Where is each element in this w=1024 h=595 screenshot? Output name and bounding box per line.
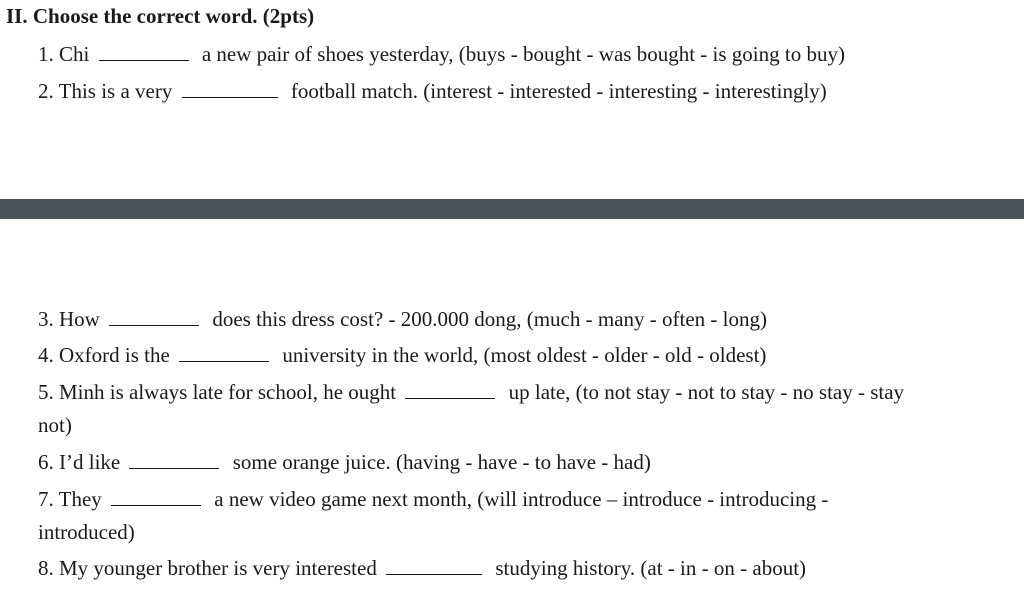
question-number: 2. — [38, 79, 54, 103]
question-5 — [38, 376, 904, 442]
answer-blank[interactable] — [386, 573, 482, 575]
question-text-continued: not) — [38, 413, 72, 437]
question-text-continued: introduced) — [38, 520, 135, 544]
question-7 — [38, 483, 828, 549]
question-text-before: Chi — [59, 42, 90, 66]
question-text-before: They — [58, 487, 102, 511]
question-text-after: a new pair of shoes yesterday, (buys - bought - was bought - is going to buy) — [201, 42, 845, 66]
question-number: 3. — [38, 307, 54, 331]
page-divider-bar — [0, 199, 1024, 219]
question-text-before: This is a very — [58, 79, 173, 103]
question-number: 4. — [38, 343, 54, 367]
answer-blank[interactable] — [99, 59, 189, 61]
answer-blank[interactable] — [179, 360, 269, 362]
question-text-before: How — [59, 307, 100, 331]
answer-blank[interactable] — [405, 397, 495, 399]
question-text-after: some orange juice. (having - have - to have - had) — [232, 450, 651, 474]
question-text-after: university in the world, (most oldest - older - old - oldest) — [282, 343, 767, 367]
section-heading: II. Choose the correct word. (2pts) — [6, 4, 315, 28]
question-4 — [38, 339, 766, 372]
question-text-before: I’d like — [59, 450, 121, 474]
question-3 — [38, 303, 767, 336]
question-2 — [38, 75, 827, 108]
answer-blank[interactable] — [129, 467, 219, 469]
answer-blank[interactable] — [182, 96, 278, 98]
question-number: 5. — [38, 380, 54, 404]
question-6 — [38, 446, 651, 479]
question-number: 8. — [38, 556, 54, 580]
question-8 — [38, 552, 806, 585]
question-text-before: My younger brother is very interested — [59, 556, 377, 580]
question-text-after: does this dress cost? - 200.000 dong, (much - many - often - long) — [212, 307, 767, 331]
question-text-after: studying history. (at - in - on - about) — [495, 556, 807, 580]
question-text-after: a new video game next month, (will introduce – introduce - introducing - — [214, 487, 829, 511]
question-text-before: Oxford is the — [59, 343, 170, 367]
answer-blank[interactable] — [111, 504, 201, 506]
answer-blank[interactable] — [109, 324, 199, 326]
question-number: 6. — [38, 450, 54, 474]
question-1 — [38, 38, 845, 71]
question-text-after: football match. (interest - interested - interesting - interestingly) — [290, 79, 827, 103]
question-text-before: Minh is always late for school, he ought — [59, 380, 397, 404]
question-text-after: up late, (to not stay - not to stay - no stay - stay — [508, 380, 905, 404]
question-number: 7. — [38, 487, 54, 511]
question-number: 1. — [38, 42, 54, 66]
